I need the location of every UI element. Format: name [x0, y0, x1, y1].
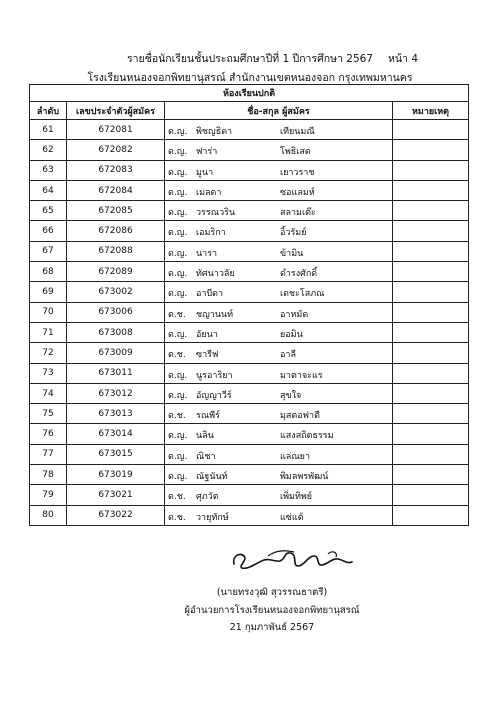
row-index: 69	[30, 282, 67, 302]
row-application-number: 672089	[67, 262, 165, 282]
row-remark	[393, 465, 469, 485]
row-last-name: แล่ณยา	[280, 451, 310, 462]
row-title: ด.ญ.	[168, 451, 188, 462]
row-first-name: ชญานนท์	[196, 309, 234, 320]
row-remark	[393, 140, 469, 160]
row-title: ด.ญ.	[168, 228, 188, 239]
row-full-name	[165, 262, 393, 282]
row-remark	[393, 363, 469, 383]
table-row	[30, 160, 469, 180]
row-full-name	[165, 120, 393, 140]
table-row	[30, 343, 469, 363]
row-remark	[393, 282, 469, 302]
table-row	[30, 322, 469, 342]
row-index: 73	[30, 363, 67, 383]
row-first-name: นลิน	[196, 431, 214, 442]
row-application-number: 673006	[67, 302, 165, 322]
row-application-number: 673012	[67, 383, 165, 403]
row-first-name: ณัฐนันท์	[196, 472, 228, 483]
row-index: 71	[30, 322, 67, 342]
row-first-name: เมลดา	[196, 187, 222, 198]
row-first-name: ณิชา	[196, 451, 216, 462]
row-index: 78	[30, 465, 67, 485]
table-row	[30, 424, 469, 444]
row-application-number: 672088	[67, 241, 165, 261]
row-first-name: ศุภวัต	[196, 492, 219, 503]
col-header-remark: หมายเหตุ	[393, 102, 469, 120]
row-last-name: อาหมัด	[280, 309, 309, 320]
row-first-name: นูรอาริยา	[196, 370, 233, 381]
row-index: 76	[30, 424, 67, 444]
row-first-name: ทัศนาวลัย	[196, 269, 235, 280]
table-row	[30, 241, 469, 261]
table-row	[30, 302, 469, 322]
row-last-name: เพิ่มทิพย์	[280, 492, 313, 503]
row-index: 80	[30, 505, 67, 525]
row-first-name: วรรณวริน	[196, 208, 236, 219]
page-number: หน้า 4	[388, 53, 419, 65]
row-full-name	[165, 424, 393, 444]
row-full-name	[165, 282, 393, 302]
row-remark	[393, 424, 469, 444]
col-header-app-no: เลขประจำตัวผู้สมัคร	[67, 102, 165, 120]
row-remark	[393, 404, 469, 424]
row-remark	[393, 120, 469, 140]
row-index: 70	[30, 302, 67, 322]
row-full-name	[165, 140, 393, 160]
table-row	[30, 221, 469, 241]
row-application-number: 673008	[67, 322, 165, 342]
table-row	[30, 383, 469, 403]
row-full-name	[165, 485, 393, 505]
row-remark	[393, 505, 469, 525]
row-remark	[393, 485, 469, 505]
row-remark	[393, 201, 469, 221]
row-first-name: อัยนา	[196, 329, 218, 340]
table-body	[30, 120, 469, 526]
row-title: ด.ญ.	[168, 370, 188, 381]
row-title: ด.ญ.	[168, 147, 188, 158]
row-first-name: มูนา	[196, 167, 214, 178]
row-index: 62	[30, 140, 67, 160]
row-full-name	[165, 505, 393, 525]
row-last-name: พิมลพรพัฒน์	[280, 472, 329, 483]
row-remark	[393, 383, 469, 403]
row-application-number: 672083	[67, 160, 165, 180]
row-remark	[393, 262, 469, 282]
row-index: 63	[30, 160, 67, 180]
document-subtitle: โรงเรียนหนองจอกพิทยานุสรณ์ สำนักงานเขตหนองจอก กรุงเทพมหานคร	[87, 72, 413, 84]
row-application-number: 673009	[67, 343, 165, 363]
table-row	[30, 180, 469, 200]
row-first-name: เอมริกา	[196, 228, 226, 239]
row-first-name: รณพีร์	[196, 411, 220, 422]
row-last-name: แสงสถิตธรรม	[280, 431, 334, 442]
row-title: ด.ญ.	[168, 167, 188, 178]
row-title: ด.ช.	[168, 309, 186, 320]
row-application-number: 672081	[67, 120, 165, 140]
row-first-name: อาบีดา	[196, 289, 224, 300]
row-full-name	[165, 302, 393, 322]
row-last-name: แซ่แต้	[280, 512, 304, 523]
row-title: ด.ญ.	[168, 431, 188, 442]
row-remark	[393, 241, 469, 261]
row-application-number: 673014	[67, 424, 165, 444]
row-application-number: 672084	[67, 180, 165, 200]
row-first-name: อัญญาวีร์	[196, 390, 232, 401]
row-index: 74	[30, 383, 67, 403]
row-application-number: 672082	[67, 140, 165, 160]
row-index: 64	[30, 180, 67, 200]
row-full-name	[165, 180, 393, 200]
row-title: ด.ญ.	[168, 289, 188, 300]
row-title: ด.ช.	[168, 350, 186, 361]
row-application-number: 673021	[67, 485, 165, 505]
row-last-name: สลามเต๊ะ	[280, 208, 316, 219]
row-remark	[393, 343, 469, 363]
row-last-name: ดำรงศักดิ์	[280, 269, 318, 280]
row-application-number: 673015	[67, 444, 165, 464]
row-application-number: 673013	[67, 404, 165, 424]
row-full-name	[165, 241, 393, 261]
row-title: ด.ญ.	[168, 390, 188, 401]
row-last-name: เทียนมณี	[280, 127, 315, 137]
row-first-name: นารา	[196, 248, 218, 259]
row-application-number: 673019	[67, 465, 165, 485]
table-row	[30, 505, 469, 525]
row-first-name: พิชญธิดา	[196, 127, 233, 137]
signatory-name: (นายทรงวุฒิ สุวรรณธาตรี)	[216, 587, 328, 598]
row-first-name: ซารีฟ	[196, 350, 219, 361]
row-title: ด.ช.	[168, 512, 186, 523]
row-index: 67	[30, 241, 67, 261]
row-index: 79	[30, 485, 67, 505]
table-row	[30, 140, 469, 160]
row-index: 61	[30, 120, 67, 140]
row-index: 77	[30, 444, 67, 464]
row-full-name	[165, 465, 393, 485]
row-title: ด.ญ.	[168, 127, 188, 137]
row-full-name	[165, 322, 393, 342]
student-roster-table	[29, 84, 469, 526]
row-last-name: มาตาจะแร	[280, 370, 323, 381]
row-remark	[393, 221, 469, 241]
row-last-name: เยาวราช	[280, 167, 315, 178]
row-last-name: อาลี	[280, 350, 296, 361]
row-first-name: วายุทักษ์	[196, 512, 229, 523]
row-index: 72	[30, 343, 67, 363]
row-title: ด.ญ.	[168, 472, 188, 483]
row-full-name	[165, 221, 393, 241]
row-application-number: 673022	[67, 505, 165, 525]
row-application-number: 673002	[67, 282, 165, 302]
table-row	[30, 363, 469, 383]
signature-image	[228, 544, 368, 578]
table-row	[30, 485, 469, 505]
row-full-name	[165, 404, 393, 424]
row-title: ด.ญ.	[168, 187, 188, 198]
row-full-name	[165, 201, 393, 221]
row-remark	[393, 160, 469, 180]
row-title: ด.ช.	[168, 492, 186, 503]
signatory-position: ผู้อำนวยการโรงเรียนหนองจอกพิทยานุสรณ์	[184, 605, 360, 616]
row-title: ด.ญ.	[168, 248, 188, 259]
table-row	[30, 404, 469, 424]
row-last-name: ยอมิน	[280, 329, 303, 340]
row-index: 68	[30, 262, 67, 282]
row-index: 75	[30, 404, 67, 424]
row-application-number: 673011	[67, 363, 165, 383]
row-last-name: ข้ามิน	[280, 248, 304, 259]
row-full-name	[165, 444, 393, 464]
document-date: 21 กุมภาพันธ์ 2567	[229, 622, 315, 633]
row-last-name: โพธิเสด	[280, 147, 311, 158]
table-row	[30, 120, 469, 140]
row-index: 66	[30, 221, 67, 241]
row-full-name	[165, 160, 393, 180]
col-header-index: ลำดับ	[30, 102, 67, 120]
row-full-name	[165, 383, 393, 403]
row-title: ด.ญ.	[168, 208, 188, 219]
row-last-name: เดชะโสภณ	[280, 289, 325, 300]
table-row	[30, 201, 469, 221]
row-full-name	[165, 363, 393, 383]
row-last-name: สุขใจ	[280, 390, 302, 401]
table-row	[30, 282, 469, 302]
table-group-title: ห้องเรียนปกติ	[30, 85, 469, 102]
table-row	[30, 465, 469, 485]
row-title: ด.ช.	[168, 411, 186, 422]
row-index: 65	[30, 201, 67, 221]
row-remark	[393, 322, 469, 342]
row-title: ด.ญ.	[168, 269, 188, 280]
row-application-number: 672086	[67, 221, 165, 241]
row-first-name: ฟาร่า	[196, 147, 218, 158]
row-title: ด.ญ.	[168, 329, 188, 340]
row-last-name: อิ้วรัมย์	[280, 228, 307, 239]
row-remark	[393, 180, 469, 200]
row-full-name	[165, 343, 393, 363]
table-row	[30, 444, 469, 464]
row-application-number: 672085	[67, 201, 165, 221]
row-last-name: มุสตอฟาดี	[280, 411, 320, 422]
document-title: รายชื่อนักเรียนชั้นประถมศึกษาปีที่ 1 ปีการศึกษา 2567	[127, 53, 373, 65]
col-header-name: ชื่อ-สกุล ผู้สมัคร	[165, 102, 393, 120]
table-row	[30, 262, 469, 282]
row-last-name: ซอแลมห์	[280, 187, 315, 198]
row-remark	[393, 302, 469, 322]
row-remark	[393, 444, 469, 464]
